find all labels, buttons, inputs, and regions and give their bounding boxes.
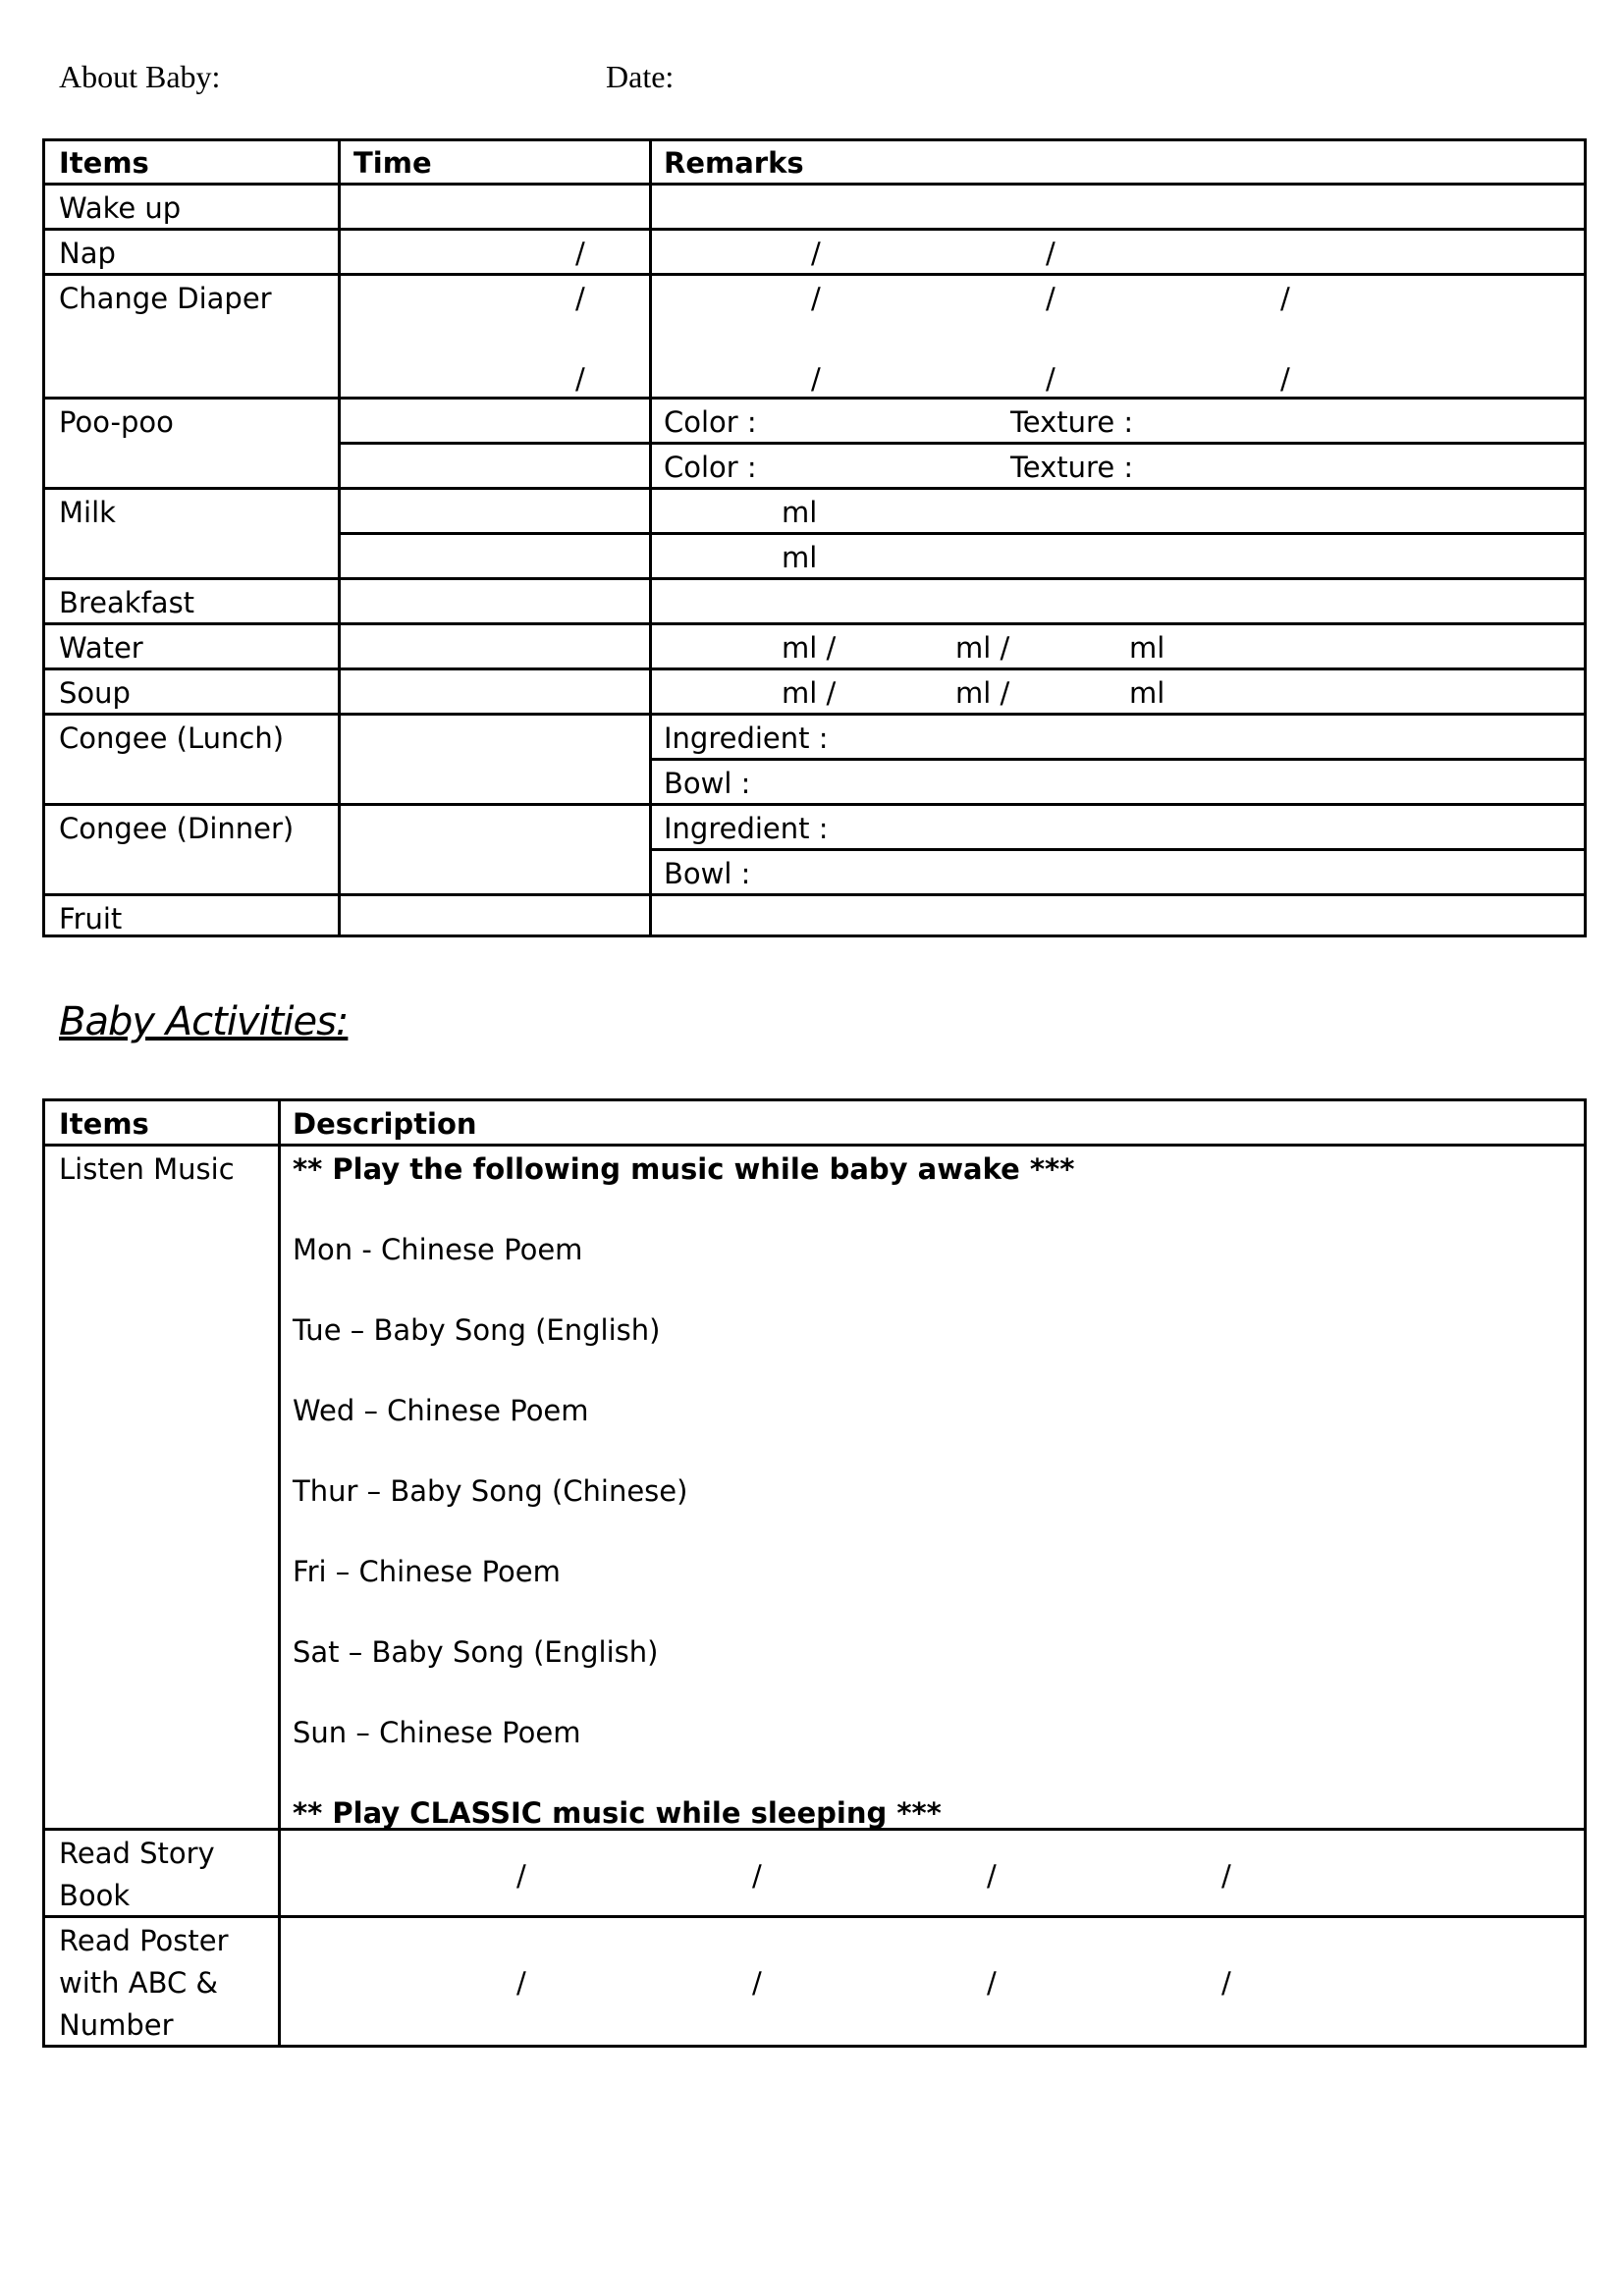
- soup-ml: ml /: [955, 676, 1010, 710]
- nap-slash: /: [575, 237, 585, 270]
- item-congee-lunch: Congee (Lunch): [59, 721, 285, 755]
- soup-ml: ml /: [782, 676, 837, 710]
- subrow-divider: [338, 442, 1584, 445]
- diaper-slash: /: [575, 282, 585, 315]
- item-water: Water: [59, 631, 143, 665]
- subrow-divider: [649, 848, 1584, 851]
- diaper-slash: /: [811, 282, 821, 315]
- nap-slash: /: [811, 237, 821, 270]
- item-listen-music: Listen Music: [59, 1152, 235, 1186]
- item-milk: Milk: [59, 496, 116, 529]
- lunch-ingredient-label: Ingredient :: [664, 721, 829, 755]
- music-schedule-item: Fri – Chinese Poem: [293, 1555, 561, 1588]
- about-baby-label: About Baby:: [59, 59, 221, 94]
- item-read-story-line: Read Story: [59, 1837, 215, 1870]
- nap-slash: /: [1046, 237, 1056, 270]
- item-change-diaper: Change Diaper: [59, 282, 272, 315]
- row-divider: [45, 803, 1584, 806]
- music-schedule-item: Tue – Baby Song (English): [293, 1313, 661, 1347]
- col-divider: [278, 1101, 281, 2045]
- music-schedule-item: Mon - Chinese Poem: [293, 1233, 583, 1266]
- row-divider: [45, 577, 1584, 580]
- diaper-slash: /: [1046, 282, 1056, 315]
- item-breakfast: Breakfast: [59, 586, 195, 619]
- header-remarks: Remarks: [664, 146, 804, 180]
- poster-slash: /: [752, 1966, 762, 2000]
- row-divider: [45, 1144, 1584, 1147]
- item-wake-up: Wake up: [59, 191, 182, 225]
- water-ml: ml /: [782, 631, 837, 665]
- row-divider: [45, 622, 1584, 625]
- diaper-slash: /: [575, 362, 585, 396]
- header-items: Items: [59, 146, 149, 180]
- col-divider: [649, 141, 652, 934]
- subrow-divider: [338, 532, 1584, 535]
- poo-color-label: Color :: [664, 451, 757, 484]
- music-schedule-item: Sun – Chinese Poem: [293, 1716, 581, 1749]
- poster-slash: /: [987, 1966, 997, 2000]
- music-outro: ** Play CLASSIC music while sleeping ***: [293, 1796, 942, 1830]
- story-slash: /: [752, 1859, 762, 1893]
- row-divider: [45, 713, 1584, 716]
- soup-ml: ml: [1129, 676, 1165, 710]
- diaper-slash: /: [811, 362, 821, 396]
- row-divider: [45, 273, 1584, 276]
- music-schedule-item: Wed – Chinese Poem: [293, 1394, 589, 1427]
- water-ml: ml: [1129, 631, 1165, 665]
- header-time: Time: [353, 146, 432, 180]
- date-label: Date:: [606, 59, 675, 94]
- diaper-slash: /: [1280, 362, 1290, 396]
- music-schedule-item: Thur – Baby Song (Chinese): [293, 1474, 688, 1508]
- milk-ml: ml: [782, 541, 818, 574]
- item-fruit: Fruit: [59, 902, 123, 935]
- item-poo-poo: Poo-poo: [59, 405, 174, 439]
- story-slash: /: [516, 1859, 526, 1893]
- item-read-story-line: Book: [59, 1879, 131, 1912]
- poster-slash: /: [516, 1966, 526, 2000]
- row-divider: [45, 183, 1584, 186]
- item-congee-dinner: Congee (Dinner): [59, 812, 295, 845]
- header-description: Description: [293, 1107, 477, 1141]
- poo-texture-label: Texture :: [1010, 405, 1134, 439]
- milk-ml: ml: [782, 496, 818, 529]
- row-divider: [45, 667, 1584, 670]
- item-nap: Nap: [59, 237, 116, 270]
- poo-texture-label: Texture :: [1010, 451, 1134, 484]
- row-divider: [45, 487, 1584, 490]
- music-intro: ** Play the following music while baby awake ***: [293, 1152, 1075, 1186]
- subrow-divider: [649, 758, 1584, 761]
- story-slash: /: [987, 1859, 997, 1893]
- item-read-poster-line: Read Poster: [59, 1924, 229, 1957]
- item-read-poster-line: with ABC &: [59, 1966, 219, 2000]
- water-ml: ml /: [955, 631, 1010, 665]
- row-divider: [45, 1915, 1584, 1918]
- row-divider: [45, 397, 1584, 400]
- item-read-poster-line: Number: [59, 2008, 174, 2042]
- diaper-slash: /: [1280, 282, 1290, 315]
- dinner-ingredient-label: Ingredient :: [664, 812, 829, 845]
- lunch-bowl-label: Bowl :: [664, 767, 751, 800]
- row-divider: [45, 228, 1584, 231]
- story-slash: /: [1221, 1859, 1231, 1893]
- activities-table: [42, 1098, 1587, 2048]
- poo-color-label: Color :: [664, 405, 757, 439]
- music-schedule-item: Sat – Baby Song (English): [293, 1635, 659, 1669]
- dinner-bowl-label: Bowl :: [664, 857, 751, 890]
- activities-title: Baby Activities:: [59, 999, 349, 1044]
- header-items: Items: [59, 1107, 149, 1141]
- routine-table: [42, 138, 1587, 937]
- col-divider: [338, 141, 341, 934]
- diaper-slash: /: [1046, 362, 1056, 396]
- row-divider: [45, 893, 1584, 896]
- item-soup: Soup: [59, 676, 131, 710]
- poster-slash: /: [1221, 1966, 1231, 2000]
